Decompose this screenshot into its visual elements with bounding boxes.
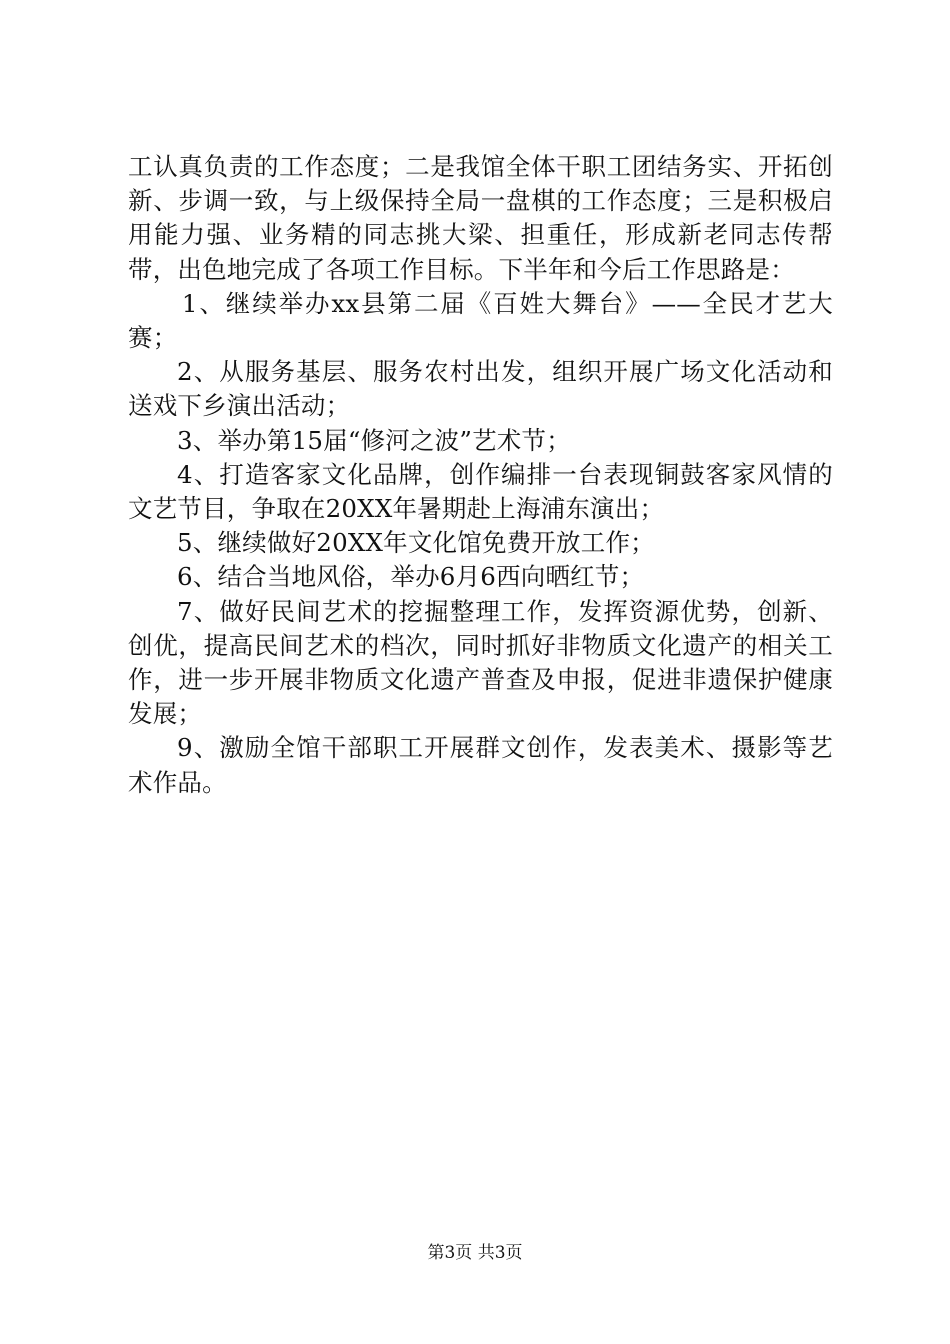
paragraph-summary: 工认真负责的工作态度；二是我馆全体干职工团结务实、开拓创新、步调一致，与上级保持全局一盘棋的工作态度；三是积极启用能力强、业务精的同志挑大梁、担重任，形成新老同志传帮带，出色地完成了各项工作目标。下半年和今后工作思路是： bbox=[128, 152, 833, 284]
page-number-label: 第3页 共3页 bbox=[427, 1243, 523, 1263]
list-item-9: 9、激励全馆干部职工开展群文创作，发表美术、摄影等艺术作品。 bbox=[128, 733, 833, 797]
list-item-3: 3、举办第15届“修河之波”艺术节； bbox=[177, 425, 571, 455]
document-body bbox=[128, 150, 833, 800]
list-item-6: 6、结合当地风俗，举办6月6西向晒红节； bbox=[177, 562, 645, 592]
list-item-2: 2、从服务基层、服务农村出发，组织开展广场文化活动和送戏下乡演出活动； bbox=[128, 357, 833, 421]
page-footer bbox=[0, 1242, 950, 1264]
list-item-5: 5、继续做好20XX年文化馆免费开放工作； bbox=[177, 528, 655, 558]
list-item-1: 1、继续举办xx县第二届《百姓大舞台》——全民才艺大赛； bbox=[128, 288, 833, 353]
list-item-4: 4、打造客家文化品牌，创作编排一台表现铜鼓客家风情的文艺节目，争取在20XX年暑期赴上海浦东演出； bbox=[128, 459, 833, 524]
list-item-7: 7、做好民间艺术的挖掘整理工作，发挥资源优势，创新、创优，提高民间艺术的档次，同时抓好非物质文化遗产的相关工作，进一步开展非物质文化遗产普查及申报，促进非遗保护健康发展； bbox=[128, 596, 833, 729]
